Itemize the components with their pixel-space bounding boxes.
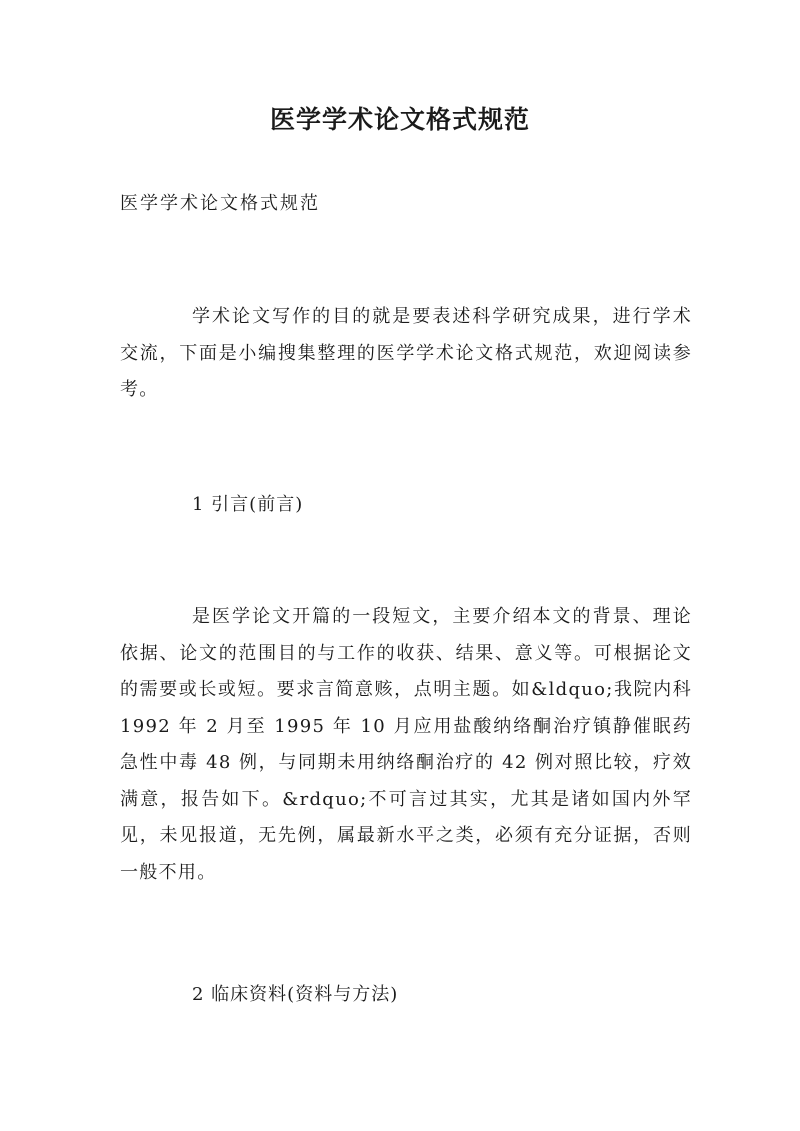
document-subtitle: 医学学术论文格式规范 — [120, 193, 320, 214]
section-heading-introduction: 1 引言(前言) — [192, 494, 304, 515]
document-title: 医学学术论文格式规范 — [269, 105, 530, 134]
section-heading-clinical-data: 2 临床资料(资料与方法) — [192, 984, 399, 1005]
intro-paragraph: 学术论文写作的目的就是要表述科学研究成果，进行学术交流，下面是小编搜集整理的医学学术论文格式规范，欢迎阅读参考。 — [120, 306, 692, 400]
section-body-introduction: 是医学论文开篇的一段短文，主要介绍本文的背景、理论依据、论文的范围目的与工作的收获、结果、意义等。可根据论文的需要或长或短。要求言简意赅，点明主题。如&ldquo;我院内科 1992 年 2 月至 1995 年 10 月应用盐酸纳络酮治疗镇静催眠药急性中毒 48 例，与同期未用纳络酮治疗的 42 例对照比较，疗效满意，报告如下。&rdquo;不可言过其实，尤其是诸如国内外罕见，未见报道，无先例，属最新水平之类，必须有充分证据，否则一般不用。 — [120, 606, 692, 883]
